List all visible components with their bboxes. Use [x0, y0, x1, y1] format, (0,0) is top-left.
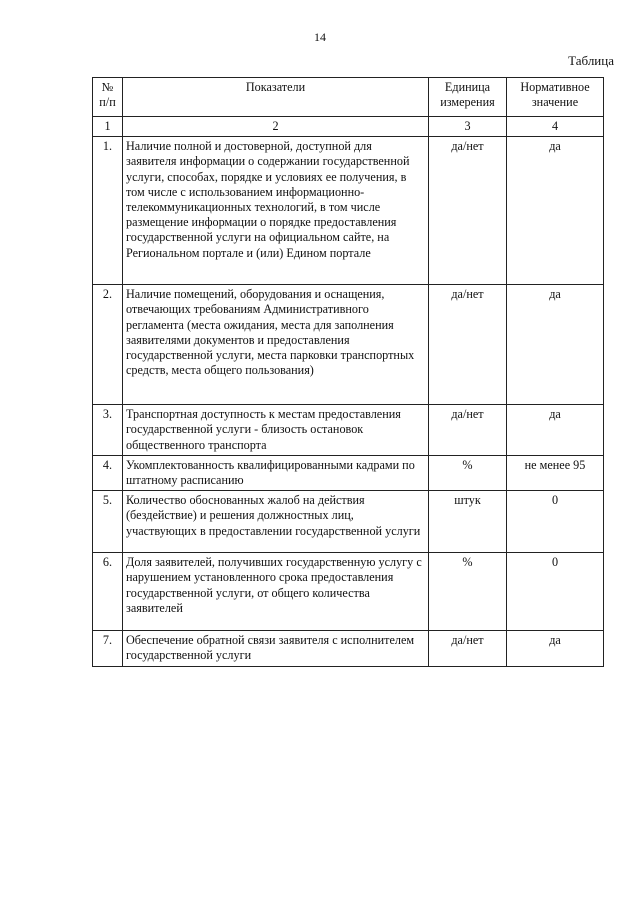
- table-caption: Таблица: [568, 53, 614, 68]
- column-index: 3: [429, 117, 507, 137]
- row-indicator: Обеспечение обратной связи заявителя с исполнителем государственной услуги: [123, 631, 429, 666]
- row-unit: да/нет: [429, 631, 507, 666]
- row-unit: %: [429, 553, 507, 631]
- table-row: [93, 137, 604, 285]
- row-indicator: Транспортная доступность к местам предоставления государственной услуги - близость остановок общественного транспорта: [123, 405, 429, 456]
- header-norm: [507, 78, 604, 117]
- table-row: [93, 553, 604, 631]
- row-norm: не менее 95: [507, 455, 604, 490]
- row-unit: %: [429, 455, 507, 490]
- table-row: [93, 631, 604, 666]
- header-unit: [429, 78, 507, 117]
- row-unit: да/нет: [429, 137, 507, 285]
- table-row: [93, 285, 604, 405]
- row-indicator: Наличие полной и достоверной, доступной для заявителя информации о содержании государственной услуги, способах, порядке и условиях ее получения, в том числе с использованием информационно-телекоммуникационных технологий, в том числе размещение информации о порядке предоставления государственной услуги на официальном сайте, на Региональном портале и (или) Едином портале: [123, 137, 429, 285]
- row-norm: да: [507, 285, 604, 405]
- row-unit: да/нет: [429, 405, 507, 456]
- row-norm: да: [507, 631, 604, 666]
- row-number: 6.: [93, 553, 123, 631]
- table-row: [93, 491, 604, 553]
- table-row: [93, 455, 604, 490]
- row-indicator: Наличие помещений, оборудования и оснащения, отвечающих требованиям Административного регламента (места ожидания, места для заполнения заявителями документов и предоставления государственной услуги, места парковки транспортных средств, места общего пользования): [123, 285, 429, 405]
- header-number: [93, 78, 123, 117]
- row-norm: 0: [507, 491, 604, 553]
- column-index-row: [93, 117, 604, 137]
- row-norm: да: [507, 137, 604, 285]
- row-number: 2.: [93, 285, 123, 405]
- row-norm: да: [507, 405, 604, 456]
- row-unit: штук: [429, 491, 507, 553]
- row-indicator: Укомплектованность квалифицированными кадрами по штатному расписанию: [123, 455, 429, 490]
- column-index: 2: [123, 117, 429, 137]
- row-number: 1.: [93, 137, 123, 285]
- row-norm: 0: [507, 553, 604, 631]
- row-number: 3.: [93, 405, 123, 456]
- row-number: 7.: [93, 631, 123, 666]
- header-number-text: № п/п: [99, 80, 116, 110]
- row-unit: да/нет: [429, 285, 507, 405]
- row-number: 4.: [93, 455, 123, 490]
- page-number: 14: [314, 30, 326, 44]
- header-indicator-text: Показатели: [245, 80, 306, 94]
- column-index: 4: [507, 117, 604, 137]
- header-norm-text: Нормативное значение: [520, 80, 590, 110]
- column-index: 1: [93, 117, 123, 137]
- row-indicator: Доля заявителей, получивших государственную услугу с нарушением установленного срока предоставления государственной услуги, от общего количества заявителей: [123, 553, 429, 631]
- indicators-table: [92, 77, 604, 667]
- table-header-row: [93, 78, 604, 117]
- header-indicator: [123, 78, 429, 117]
- row-number: 5.: [93, 491, 123, 553]
- table-row: [93, 405, 604, 456]
- row-indicator: Количество обоснованных жалоб на действия (бездействие) и решения должностных лиц, участвующих в предоставлении государственной услуги: [123, 491, 429, 553]
- header-unit-text: Единица измерения: [440, 80, 495, 110]
